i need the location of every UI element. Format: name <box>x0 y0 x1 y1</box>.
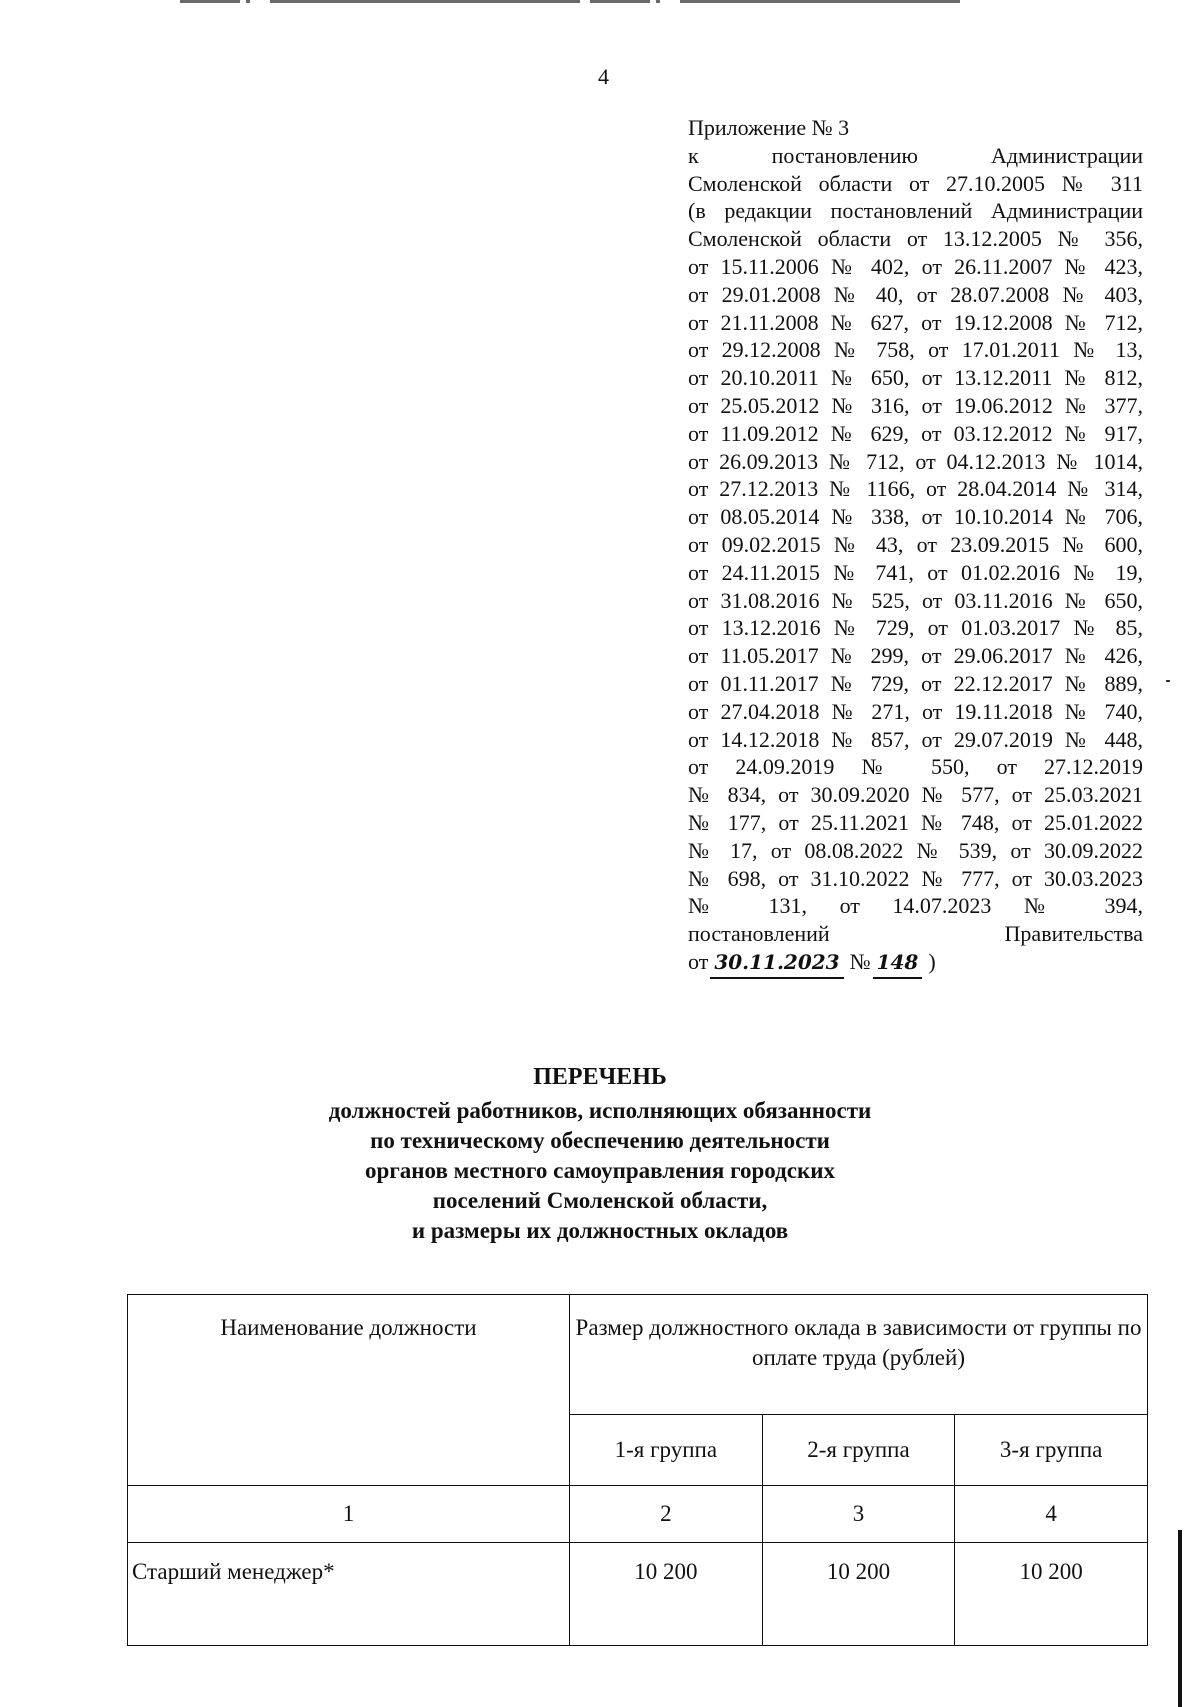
table-row <box>128 1543 1148 1646</box>
appendix-line: Приложение № 3 <box>688 115 850 140</box>
appendix-line: от 08.05.2014 № 338, от 10.10.2014 № 706, <box>688 504 1143 530</box>
column-number: 2 <box>570 1486 763 1543</box>
appendix-line: Смоленской области от 13.12.2005 № 356, <box>688 226 1143 252</box>
column-number: 1 <box>128 1486 570 1543</box>
scan-artifact-dot <box>1166 680 1170 682</box>
salary-value: 10 200 <box>762 1543 955 1646</box>
appendix-line: Смоленской области от 27.10.2005 № 311 <box>688 170 1143 196</box>
document-title <box>0 1062 1200 1246</box>
appendix-last-prefix: от <box>688 948 709 974</box>
title-main: ПЕРЕЧЕНЬ <box>533 1064 667 1090</box>
appendix-line: (в редакции постановлений Администрации <box>688 198 1143 224</box>
appendix-line: от 01.11.2017 № 729, от 22.12.2017 № 889, <box>688 670 1143 696</box>
title-subline: по техническому обеспечению деятельности <box>370 1128 830 1153</box>
appendix-line: от 26.09.2013 № 712, от 04.12.2013 № 1014, <box>688 448 1143 474</box>
appendix-line: от 29.01.2008 № 40, от 28.07.2008 № 403, <box>688 281 1143 307</box>
appendix-line: № 17, от 08.08.2022 № 539, от 30.09.2022 <box>688 837 1143 863</box>
appendix-line: от 31.08.2016 № 525, от 03.11.2016 № 650, <box>688 587 1143 613</box>
appendix-line: от 20.10.2011 № 650, от 13.12.2011 № 812, <box>688 365 1143 391</box>
title-subline: поселений Смоленской области, <box>432 1188 768 1213</box>
column-number: 4 <box>955 1486 1148 1543</box>
positions-table <box>127 1294 1148 1646</box>
appendix-line: от 29.12.2008 № 758, от 17.01.2011 № 13, <box>688 337 1143 363</box>
salary-value: 10 200 <box>955 1543 1148 1646</box>
appendix-line: от 09.02.2015 № 43, от 23.09.2015 № 600, <box>688 531 1143 557</box>
appendix-line: от 14.12.2018 № 857, от 29.07.2019 № 448, <box>688 726 1143 752</box>
appendix-line: № 698, от 31.10.2022 № 777, от 30.03.2023 <box>688 865 1143 891</box>
appendix-line: от 11.09.2012 № 629, от 03.12.2012 № 917, <box>688 420 1143 446</box>
header-group-1: 1-я группа <box>570 1414 763 1485</box>
page-number: 4 <box>598 64 609 89</box>
header-name: Наименование должности <box>128 1295 570 1486</box>
header-salary: Размер должностного оклада в зависимости от группы по оплате труда (рублей) <box>570 1295 1148 1415</box>
appendix-line: от 27.12.2013 № 1166, от 28.04.2014 № 314, <box>688 476 1143 502</box>
salary-value: 10 200 <box>570 1543 763 1646</box>
handwritten-date: 30.11.2023 <box>710 949 843 979</box>
header-group-2: 2-я группа <box>762 1414 955 1485</box>
title-subline: должностей работников, исполняющих обязанности <box>328 1098 872 1123</box>
appendix-line: № 834, от 30.09.2020 № 577, от 25.03.2021 <box>688 782 1143 808</box>
header-group-3: 3-я группа <box>955 1414 1148 1485</box>
appendix-line: от 21.11.2008 № 627, от 19.12.2008 № 712, <box>688 309 1143 335</box>
appendix-line: от 25.05.2012 № 316, от 19.06.2012 № 377, <box>688 392 1143 418</box>
handwritten-number: 148 <box>873 949 923 979</box>
appendix-last-line <box>688 948 1143 979</box>
appendix-header <box>688 114 1143 979</box>
appendix-line: от 11.05.2017 № 299, от 29.06.2017 № 426, <box>688 643 1143 669</box>
title-subline: и размеры их должностных окладов <box>411 1218 789 1243</box>
appendix-line: от 24.09.2019 № 550, от 27.12.2019 <box>688 754 1143 780</box>
appendix-line: от 27.04.2018 № 271, от 19.11.2018 № 740, <box>688 698 1143 724</box>
appendix-line: от 15.11.2006 № 402, от 26.11.2007 № 423, <box>688 253 1143 279</box>
column-number-row <box>128 1486 1148 1543</box>
appendix-line: № 131, от 14.07.2023 № 394, <box>688 893 1143 919</box>
appendix-line: к постановлению Администрации <box>688 142 1143 168</box>
scan-artifact-right <box>1178 1530 1182 1707</box>
appendix-line: от 13.12.2016 № 729, от 01.03.2017 № 85, <box>688 615 1143 641</box>
appendix-line: постановлений Правительства <box>688 921 1143 947</box>
title-subline: органов местного самоуправления городских <box>365 1158 835 1183</box>
position-name: Старший менеджер* <box>128 1543 570 1646</box>
appendix-line: № 177, от 25.11.2021 № 748, от 25.01.2022 <box>688 809 1143 835</box>
closing-paren: ) <box>928 948 936 974</box>
appendix-line: от 24.11.2015 № 741, от 01.02.2016 № 19, <box>688 559 1143 585</box>
column-number: 3 <box>762 1486 955 1543</box>
scan-artifact-top <box>180 0 960 3</box>
number-sign: № <box>849 948 871 974</box>
